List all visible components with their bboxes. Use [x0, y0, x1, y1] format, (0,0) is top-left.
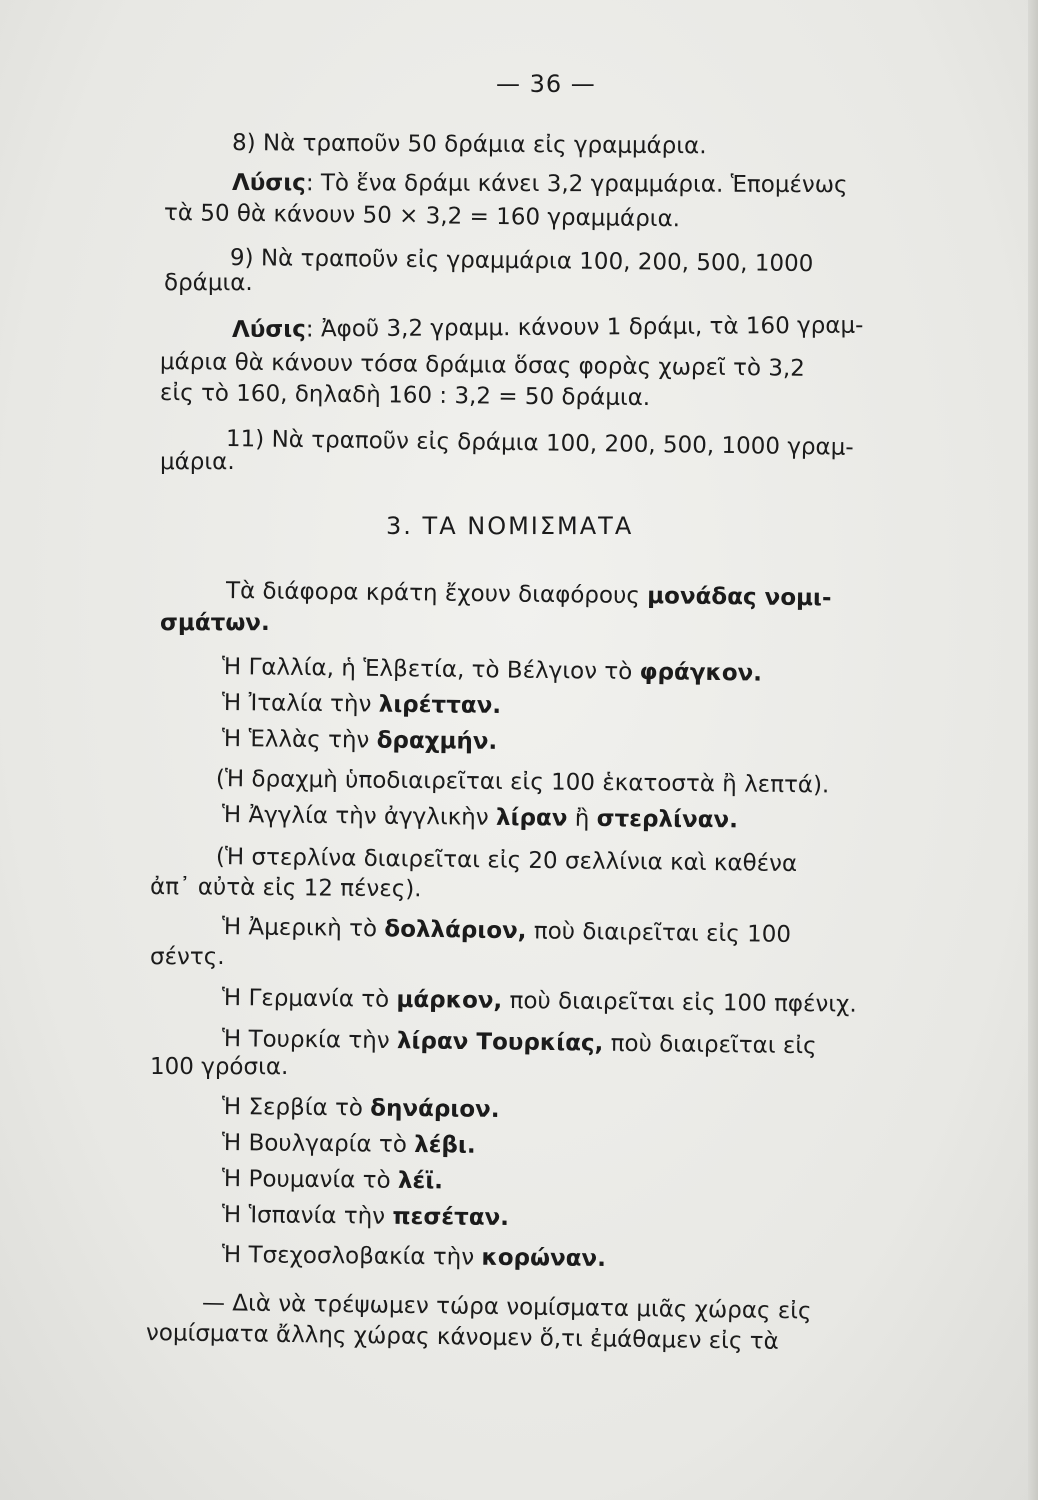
currency-america-cont: σέντς.	[150, 944, 225, 970]
country-text: Ἡ Σερβία τὸ	[221, 1094, 364, 1122]
currency-name: κορώναν.	[481, 1244, 607, 1273]
solution-text: : Ἀφοῦ 3,2 γραμμ. κάνουν 1 δράμι, τὰ 160 γραμ-	[305, 312, 864, 343]
page-edge	[1028, 0, 1038, 1500]
exercise-8-line-3: τὰ 50 θὰ κάνουν 50 × 3,2 = 160 γραμμάρια.	[163, 200, 681, 233]
exercise-8-solution	[232, 168, 848, 200]
intro-text: Τὰ διάφορα κράτη ἔχουν διαφόρους	[225, 578, 641, 610]
country-text: Ἡ Ἀγγλία τὴν ἀγγλικὴν	[221, 802, 489, 831]
country-text: ποὺ διαιρεῖται εἰς 100 πφένιχ.	[509, 988, 857, 1018]
solution-label: Λύσις	[231, 170, 306, 197]
currency-name: λέϊ.	[397, 1167, 444, 1195]
closing-line-2: νομίσματα ἄλλης χώρας κάνομεν ὅ,τι ἐμάθαμεν εἰς τὰ	[145, 1320, 779, 1355]
currency-name: δολλάριον,	[384, 916, 527, 945]
currency-england	[222, 800, 738, 835]
currency-name: λίραν Τουρκίας,	[396, 1028, 604, 1057]
currency-turkey-cont: 100 γρόσια.	[150, 1054, 289, 1080]
currency-name: δηνάριον.	[370, 1095, 500, 1123]
exercise-9-solution	[232, 311, 864, 345]
currency-name: λέβι.	[414, 1132, 476, 1159]
country-text: Ἡ Βουλγαρία τὸ	[221, 1130, 407, 1158]
currency-name: φράγκον.	[639, 659, 763, 687]
exercise-9-line-1: 9) Νὰ τραποῦν εἰς γραμμάρια 100, 200, 500, 1000	[229, 245, 814, 278]
sterling-note-1: (Ἡ στερλίνα διαιρεῖται εἰς 20 σελλίνια καὶ καθένα	[215, 844, 798, 878]
currency-czechoslovakia	[222, 1240, 606, 1274]
currency-name: πεσέταν.	[392, 1203, 510, 1232]
closing-line-1: — Διὰ νὰ τρέψωμεν τώρα νομίσματα μιᾶς χώρας εἰς	[201, 1290, 812, 1325]
exercise-9-line-2: δράμια.	[164, 270, 253, 296]
country-text: Ἡ Ἀμερικὴ τὸ	[221, 914, 378, 943]
drachma-note: (Ἡ δραχμὴ ὑποδιαιρεῖται εἰς 100 ἑκατοστὰ ἢ λεπτά).	[215, 766, 830, 799]
currency-name: λίραν	[495, 804, 568, 832]
sterling-note-2: ἀπ᾽ αὐτὰ εἰς 12 πένες).	[149, 874, 422, 903]
exercise-9-line-4: μάρια θὰ κάνουν τόσα δράμια ὅσας φορὰς χωρεῖ τὸ 3,2	[159, 349, 806, 382]
country-text: Ἡ Ἱσπανία τὴν	[221, 1202, 386, 1230]
currency-greece	[222, 724, 498, 757]
country-text: Ἡ Τουρκία τὴν	[221, 1026, 390, 1055]
page-number: — 36 —	[496, 70, 596, 98]
intro-line-2: σμάτων.	[160, 610, 270, 636]
country-text: Ἡ Ρουμανία τὸ	[221, 1166, 391, 1194]
solution-text: : Τὸ ἕνα δράμι κάνει 3,2 γραμμάρια. Ἑπομένως	[305, 170, 848, 199]
currency-spain	[222, 1200, 509, 1233]
exercise-11-line-1: 11) Νὰ τραποῦν εἰς δράμια 100, 200, 500, 1000 γραμ-	[225, 426, 854, 461]
intro-emphasis: μονάδας νομι-	[647, 583, 832, 612]
conjunction: ἢ	[574, 805, 590, 832]
solution-label: Λύσις	[231, 316, 306, 343]
currency-name: λιρέτταν.	[378, 691, 502, 719]
country-text: Ἡ Ἰταλία τὴν	[221, 690, 372, 718]
country-text: ποὺ διαιρεῖται εἰς 100	[533, 918, 792, 948]
currency-name: μάρκον,	[396, 986, 503, 1014]
country-text: Ἡ Γαλλία, ἡ Ἑλβετία, τὸ Βέλγιον τὸ	[221, 654, 633, 686]
country-text: ποὺ διαιρεῖται εἰς	[610, 1030, 817, 1060]
currency-serbia	[222, 1092, 500, 1125]
country-text: Ἡ Τσεχοσλοβακία τὴν	[221, 1242, 475, 1271]
country-text: Ἡ Γερμανία τὸ	[221, 985, 390, 1013]
exercise-11-line-2: μάρια.	[160, 449, 235, 475]
currency-bulgaria	[222, 1128, 476, 1161]
exercise-8-line-1: 8) Νὰ τραποῦν 50 δράμια εἰς γραμμάρια.	[231, 130, 707, 160]
currency-romania	[222, 1164, 443, 1196]
exercise-9-line-5: εἰς τὸ 160, δηλαδὴ 160 : 3,2 = 50 δράμια.	[159, 380, 651, 412]
currency-name: στερλίναν.	[596, 805, 739, 834]
country-text: Ἡ Ἑλλὰς τὴν	[221, 726, 370, 754]
section-title: 3. ΤΑ ΝΟΜΙΣΜΑΤΑ	[386, 512, 634, 540]
currency-italy	[222, 688, 501, 721]
currency-name: δραχμήν.	[376, 727, 498, 755]
